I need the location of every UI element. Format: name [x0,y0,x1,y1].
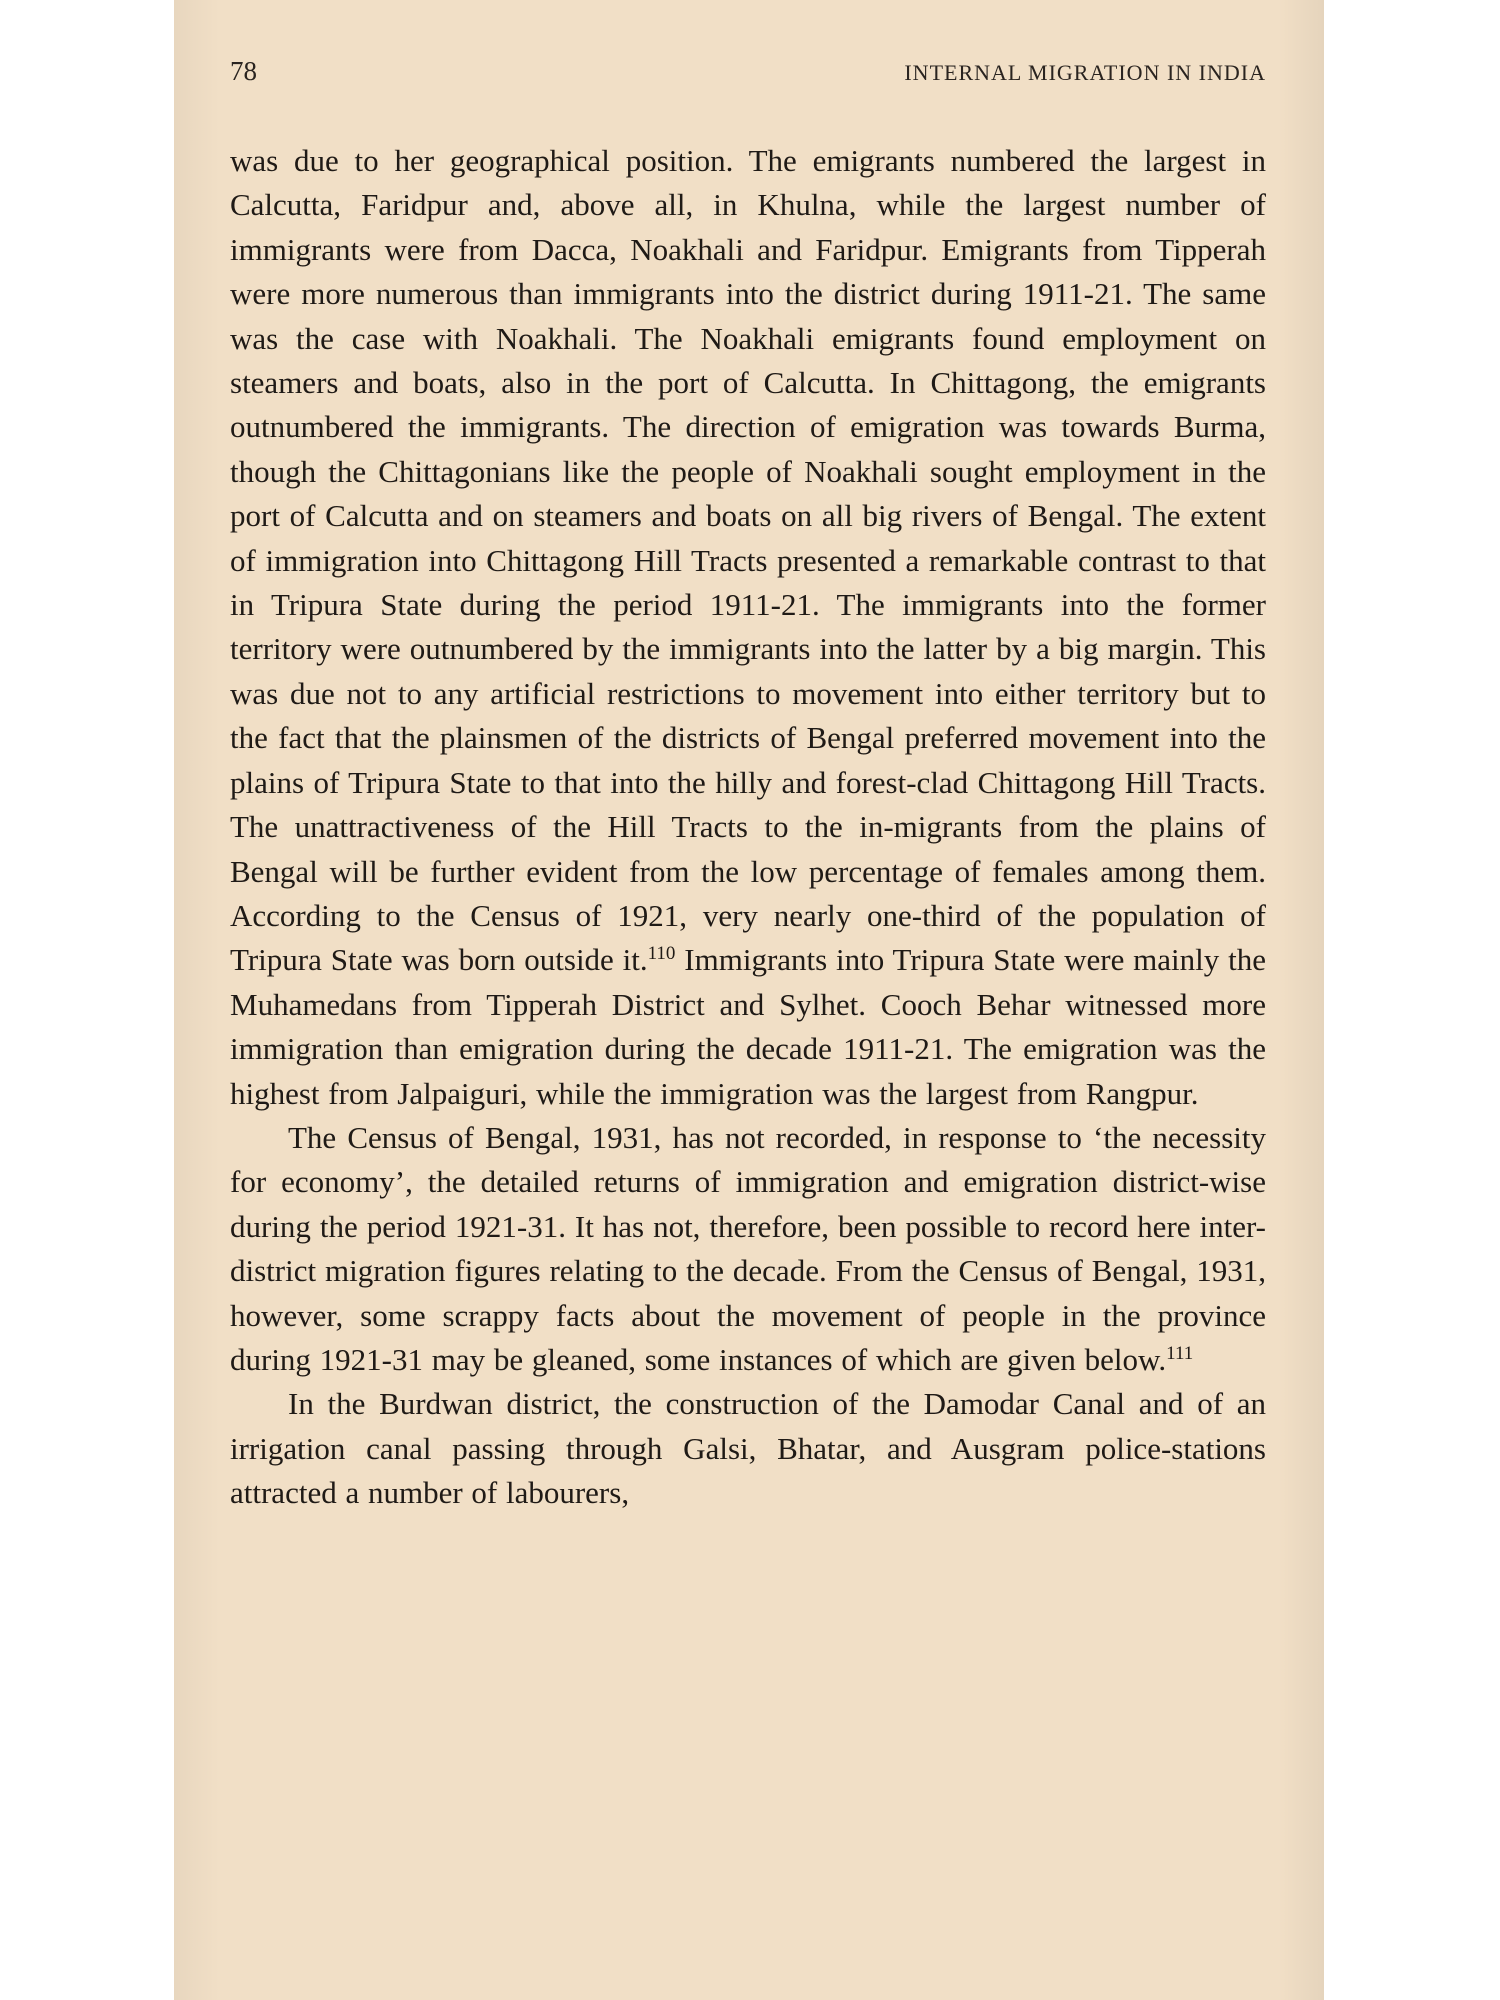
paragraph-3 [230,1382,1266,1515]
paragraph-3-text: In the Burdwan district, the construction of the Damodar Canal and of an irrigation canal passing through Galsi, Bhatar, and Ausgram police-stations attracted a number of labourers, [230,1386,1266,1511]
paragraph-1 [230,139,1266,1116]
footnote-ref-111: 111 [1166,1342,1194,1364]
running-head: INTERNAL MIGRATION IN INDIA [904,60,1266,85]
paragraph-2 [230,1116,1266,1382]
paragraph-1-text: was due to her geographical position. The emigrants numbered the largest in Calcutta, Faridpur and, above all, in Khulna, while the largest number of immigrants were from Dacca, Noakhali and Faridpur. Emigrants from Tipperah were more numerous than immigrants into the district during 1911-21. The same was the case with Noakhali. The Noakhali emigrants found employment on steamers and boats, also in the port of Calcutta. In Chittagong, the emigrants outnumbered the immigrants. The direction of emigration was towards Burma, though the Chittagonians like the people of Noakhali sought employment in the port of Calcutta and on steamers and boats on all big rivers of Bengal. The extent of immigration into Chittagong Hill Tracts presented a remarkable contrast to that in Tripura State during the period 1911-21. The immigrants into the former territory were outnumbered by the immigrants into the latter by a big margin. This was due not to any artificial restrictions to movement into either territory but to the fact that the plainsmen of the districts of Bengal preferred movement into the plains of Tripura State to that into the hilly and forest-clad Chittagong Hill Tracts. The unattractiveness of the Hill Tracts to the in-migrants from the plains of Bengal will be further evident from the low percentage of females among them. According to the Census of 1921, very nearly one-third of the population of Tripura State was born outside it. [230,143,1266,978]
page-header [230,56,1266,96]
paragraph-2-text: The Census of Bengal, 1931, has not recorded, in response to ‘the necessity for economy’, the detailed returns of immigration and emigration district-wise during the period 1921-31. It has not, therefore, been possible to record here inter-district migration figures relating to the decade. From the Census of Bengal, 1931, however, some scrappy facts about the movement of people in the province during 1921-31 may be gleaned, some instances of which are given below. [230,1119,1266,1377]
book-page [174,0,1324,2000]
footnote-ref-110: 110 [647,943,676,965]
page-number: 78 [230,56,257,86]
paragraph-1-continuation: Immigrants into Tripura State were mainly the Muhamedans from Tipperah District and Sylhet. Cooch Behar witnessed more immigration than emigration during the decade 1911-21. The emigration was the highest from Jalpaiguri, while the immigration was the largest from Rangpur. [230,942,1266,1111]
body-text [230,139,1266,1516]
